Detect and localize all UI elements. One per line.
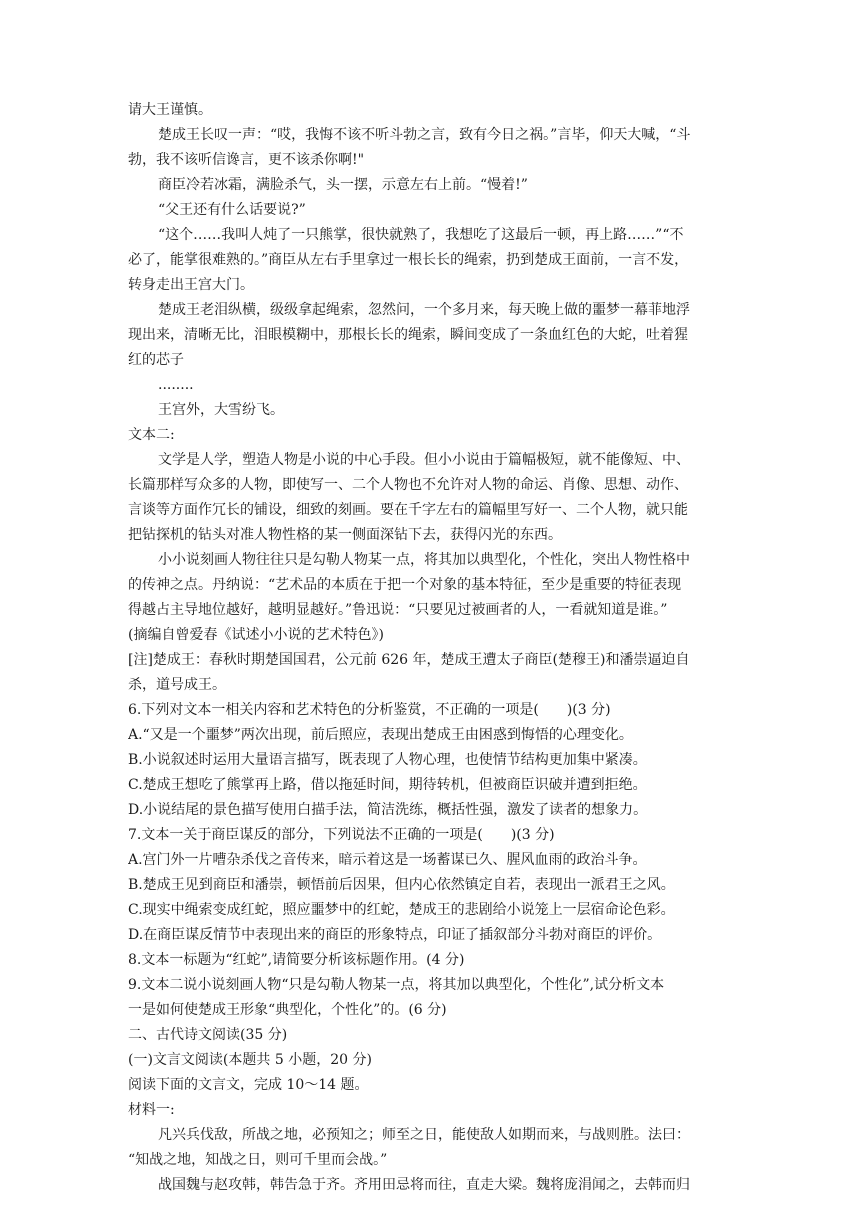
text-line: 8.文本一标题为“红蛇”,请简要分析该标题作用。(4 分) xyxy=(128,952,465,968)
text-line: 得越占主导地位越好，越明显越好。”鲁迅说：“只要见过被画者的人，一看就知道是谁。” xyxy=(128,602,668,618)
text-line: 文学是人学，塑造人物是小说的中心手段。但小小说由于篇幅极短，就不能像短、中、 xyxy=(158,452,690,468)
text-line: D.小说结尾的景色描写使用白描手法，简洁洗练，概括性强，激发了读者的想象力。 xyxy=(128,802,648,818)
text-line: 长篇那样写众多的人物，即使写一、二个人物也不允许对人物的命运、肖像、思想、动作、 xyxy=(128,477,688,493)
text-line: 7.文本一关于商臣谋反的部分，下列说法不正确的一项是( )(3 分) xyxy=(128,827,555,843)
text-line: “这个……我叫人炖了一只熊掌，很快就熟了，我想吃了这最后一顿，再上路……”“不 xyxy=(158,227,684,243)
text-line: 小小说刻画人物往往只是勾勒人物某一点，将其加以典型化，个性化，突出人物性格中 xyxy=(158,552,690,568)
text-line: B.楚成王见到商臣和潘崇，顿悟前后因果，但内心依然镇定自若，表现出一派君王之风。 xyxy=(128,877,675,893)
text-line: 楚成王长叹一声：“哎，我悔不该不听斗勃之言，致有今日之祸。”言毕，仰天大喊，“斗 xyxy=(158,127,691,143)
text-line: (一)文言文阅读(本题共 5 小题，20 分) xyxy=(128,1052,372,1068)
text-line: 一是如何使楚成王形象“典型化，个性化”的。(6 分) xyxy=(128,1002,447,1018)
text-line: ........ xyxy=(158,377,194,393)
text-line: 二、古代诗文阅读(35 分) xyxy=(128,1027,288,1043)
text-line: [注]楚成王：春秋时期楚国国君，公元前 626 年，楚成王遭太子商臣(楚穆王)和潘崇逼迫自 xyxy=(128,652,690,668)
text-line: 9.文本二说小说刻画人物“只是勾勒人物某一点，将其加以典型化，个性化”,试分析文本 xyxy=(128,977,665,993)
text-line: 杀，道号成王。 xyxy=(128,677,226,693)
text-line: 阅读下面的文言文，完成 10～14 题。 xyxy=(128,1077,369,1093)
text-line: 文本二: xyxy=(128,427,175,443)
text-line: 凡兴兵伐敌，所战之地，必预知之；师至之日，能使敌人如期而来，与战则胜。法曰： xyxy=(158,1127,690,1143)
text-line: A.宫门外一片嘈杂杀伐之音传来，暗示着这是一场蓄谋已久、腥风血雨的政治斗争。 xyxy=(128,852,647,868)
text-line: C.楚成王想吃了熊掌再上路，借以拖延时间，期待转机，但被商臣识破并遭到拒绝。 xyxy=(128,777,647,793)
text-line: 战国魏与赵攻韩，韩告急于齐。齐用田忌将而往，直走大梁。魏将庞涓闻之，去韩而归 xyxy=(158,1177,690,1193)
text-line: 商臣冷若冰霜，满脸杀气，头一摆，示意左右上前。“慢着!” xyxy=(158,177,528,193)
text-line: 必了，能掌很难熟的。”商臣从左右手里拿过一根长长的绳索，扔到楚成王面前，一言不发， xyxy=(128,252,689,268)
text-line: 的传神之点。丹纳说：“艺术品的本质在于把一个对象的基本特征，至少是重要的特征表现 xyxy=(128,577,682,593)
text-line: D.在商臣谋反情节中表现出来的商臣的形象特点，印证了插叙部分斗勃对商臣的评价。 xyxy=(128,927,662,943)
text-line: 王宫外，大雪纷飞。 xyxy=(158,402,284,418)
text-line: 现出来，清晰无比，泪眼模糊中，那根长长的绳索，瞬间变成了一条血红色的大蛇，吐着猩 xyxy=(128,327,688,343)
text-line: 请大王谨慎。 xyxy=(128,102,212,118)
document-body xyxy=(128,98,732,1198)
text-line: “父王还有什么话要说?” xyxy=(158,202,306,218)
text-line: 勃，我不该听信谗言，更不该杀你啊!" xyxy=(128,152,365,168)
text-line: 红的芯子 xyxy=(128,352,184,368)
text-line: 言谈等方面作冗长的铺设，细致的刻画。要在千字左右的篇幅里写好一、二个人物，就只能 xyxy=(128,502,688,518)
text-line: 6.下列对文本一相关内容和艺术特色的分析鉴赏，不正确的一项是( )(3 分) xyxy=(128,702,611,718)
text-line: 把钻探机的钻头对准人物性格的某一侧面深钻下去，获得闪光的东西。 xyxy=(128,527,562,543)
text-line: “知战之地，知战之日，则可千里而会战。” xyxy=(128,1152,388,1168)
text-line: 材料一: xyxy=(128,1102,175,1118)
text-line: 楚成王老泪纵横，级级拿起绳索，忽然问，一个多月来，每天晚上做的噩梦一幕菲地浮 xyxy=(158,302,690,318)
text-line: C.现实中绳索变成红蛇，照应噩梦中的红蛇，楚成王的悲剧给小说笼上一层宿命论色彩。 xyxy=(128,902,675,918)
text-line: A.“又是一个噩梦”两次出现，前后照应，表现出楚成王由困惑到悔悟的心理变化。 xyxy=(128,727,633,743)
text-line: B.小说叙述时运用大量语言描写，既表现了人物心理，也使情节结构更加集中紧凑。 xyxy=(128,752,647,768)
text-line: 转身走出王宫大门。 xyxy=(128,277,254,293)
text-line: (摘编自曾爱春《试述小小说的艺术特色》) xyxy=(128,627,384,643)
